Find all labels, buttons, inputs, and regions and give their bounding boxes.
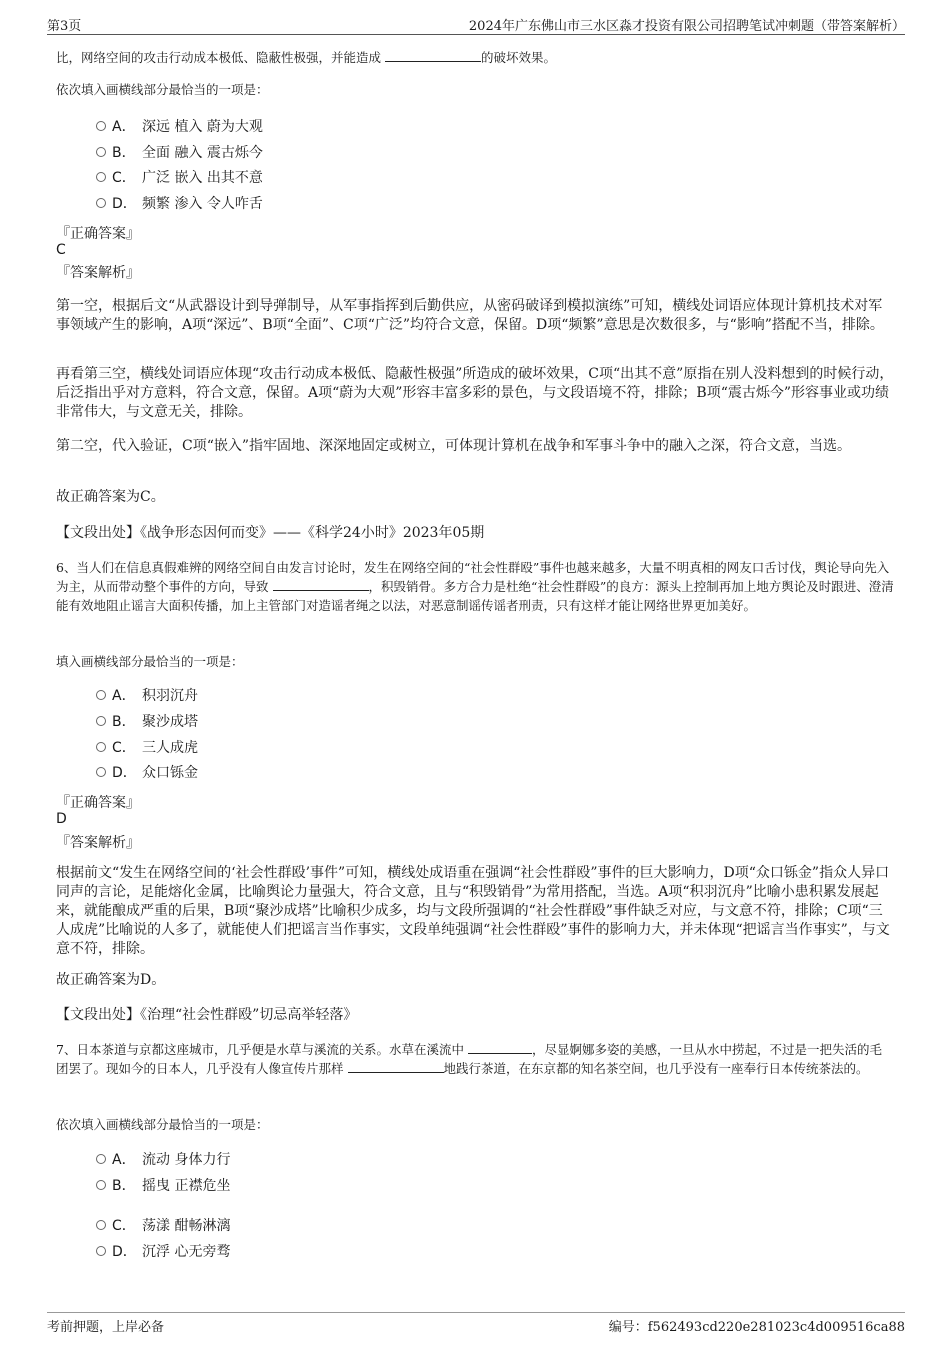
q6-stem: 6、当人们在信息真假难辨的网络空间自由发言讨论时，发生在网络空间的“社会性群殴”事件也越来越多，大量不明真相的网友口舌讨伐，舆论导向先入为主，从而带动整个事件的方向，导致 ，积毁销骨。多方合力是杜绝“社会性群殴”的良方：源头上控制再加上地方舆论及时跟进、澄清能有效地阻止谣言大面积传播，加上主管部门对造谣者绳之以法，对恶意制谣传谣者刑责，只有这样才能让网络世界更加美好。 [56,560,894,613]
page-number: 第3页 [47,19,82,34]
answer-label: 『正确答案』 [56,226,140,242]
q6-answer: D [56,811,67,827]
document-title: 2024年广东佛山市三水区淼才投资有限公司招聘笔试冲刺题（带答案解析） [468,19,905,34]
page-footer [47,1312,905,1337]
q5-analysis-3: 第二空，代入验证，C项“嵌入”指牢固地、深深地固定或树立，可体现计算机在战争和军事斗争中的融入之深，符合文意，当选。 [56,438,852,454]
q6-conclusion: 故正确答案为D。 [56,972,166,988]
radio-icon[interactable] [96,742,106,752]
q6-option-b[interactable]: B． 聚沙成塔 [96,712,198,732]
analysis-label: 『答案解析』 [56,835,140,851]
radio-icon[interactable] [96,767,106,777]
radio-icon[interactable] [96,121,106,131]
q5-prompt: 依次填入画横线部分最恰当的一项是： [56,82,269,97]
q5-option-d[interactable]: D． 频繁 渗入 令人咋舌 [96,194,263,214]
radio-icon[interactable] [96,1154,106,1164]
q5-source: 【文段出处】《战争形态因何而变》——《科学24小时》2023年05期 [56,525,485,541]
q5-option-a[interactable]: A． 深远 植入 蔚为大观 [96,117,263,137]
q6-blank [273,577,369,591]
q6-option-a[interactable]: A． 积羽沉舟 [96,686,198,706]
q7-option-c[interactable]: C． 荡漾 酣畅淋漓 [96,1216,230,1236]
radio-icon[interactable] [96,198,106,208]
q5-conclusion: 故正确答案为C。 [56,489,165,505]
q5-option-c[interactable]: C． 广泛 嵌入 出其不意 [96,168,263,188]
analysis-label: 『答案解析』 [56,265,140,281]
radio-icon[interactable] [96,1180,106,1190]
radio-icon[interactable] [96,172,106,182]
footer-slogan: 考前押题，上岸必备 [47,1320,165,1335]
radio-icon[interactable] [96,1220,106,1230]
q5-answer: C [56,242,66,258]
q7-blank-2 [348,1059,444,1073]
q6-analysis-1: 根据前文“发生在网络空间的‘社会性群殴’事件”可知，横线处成语重在强调“社会性群殴”事件的巨大影响力，D项“众口铄金”指众人异口同声的言论，足能熔化金属，比喻舆论力量强大，符合文意，且与“积毁销骨”为常用搭配，当选。A项“积羽沉舟”比喻小患积累发展起来，就能酿成严重的后果，B项“聚沙成塔”比喻积少成多，均与文段所强调的“社会性群殴”事件缺乏对应，与文意不符，排除；C项“三人成虎”比喻说的人多了，就能使人们把谣言当作事实，文段单纯强调“社会性群殴”事件的影响力大，并未体现“把谣言当作事实”，与文意不符，排除。 [56,865,890,957]
radio-icon[interactable] [96,716,106,726]
radio-icon[interactable] [96,147,106,157]
q5-analysis-2: 再看第三空，横线处词语应体现“攻击行动成本极低、隐蔽性极强”所造成的破坏效果，C项“出其不意”原指在别人没料想到的时候行动，后泛指出乎对方意料，符合文意，保留。A项“蔚为大观”形容丰富多彩的景色，与文段语境不符，排除；B项“震古烁今”形容事业或功绩非常伟大，与文意无关，排除。 [56,366,894,420]
q5-analysis-1: 第一空，根据后文“从武器设计到导弹制导，从军事指挥到后勤供应，从密码破译到模拟演练”可知，横线处词语应体现计算机技术对军事领域产生的影响，A项“深远”、B项“全面”、C项“广泛”均符合文意，保留。D项“频繁”意思是次数很多，与“影响”搭配不当，排除。 [56,298,884,333]
q7-option-a[interactable]: A． 流动 身体力行 [96,1150,230,1170]
q5-stem: 比，网络空间的攻击行动成本极低、隐蔽性极强，并能造成 的破坏效果。 [56,50,557,65]
q7-blank-1 [468,1040,532,1054]
q5-blank [385,48,481,62]
q6-source: 【文段出处】《治理“社会性群殴”切忌高举轻落》 [56,1007,358,1023]
q7-stem: 7、日本茶道与京都这座城市，几乎便是水草与溪流的关系。水草在溪流中 ，尽显婀娜多姿的美感，一旦从水中捞起，不过是一把失活的毛团罢了。现如今的日本人，几乎没有人像宣传片那样 地践行茶道，在东京都的知名茶空间，也几乎没有一座奉行日本传统茶法的。 [56,1042,882,1076]
page-header [47,12,905,35]
answer-label: 『正确答案』 [56,795,140,811]
q6-prompt: 填入画横线部分最恰当的一项是： [56,654,244,669]
radio-icon[interactable] [96,1246,106,1256]
q7-option-b[interactable]: B． 摇曳 正襟危坐 [96,1176,230,1196]
q6-option-d[interactable]: D． 众口铄金 [96,763,198,783]
radio-icon[interactable] [96,690,106,700]
q7-option-d[interactable]: D． 沉浮 心无旁骛 [96,1242,230,1262]
q6-option-c[interactable]: C． 三人成虎 [96,738,198,758]
q7-prompt: 依次填入画横线部分最恰当的一项是： [56,1117,269,1132]
document-id: 编号：f562493cd220e281023c4d009516ca88 [608,1320,905,1335]
q5-option-b[interactable]: B． 全面 融入 震古烁今 [96,143,263,163]
